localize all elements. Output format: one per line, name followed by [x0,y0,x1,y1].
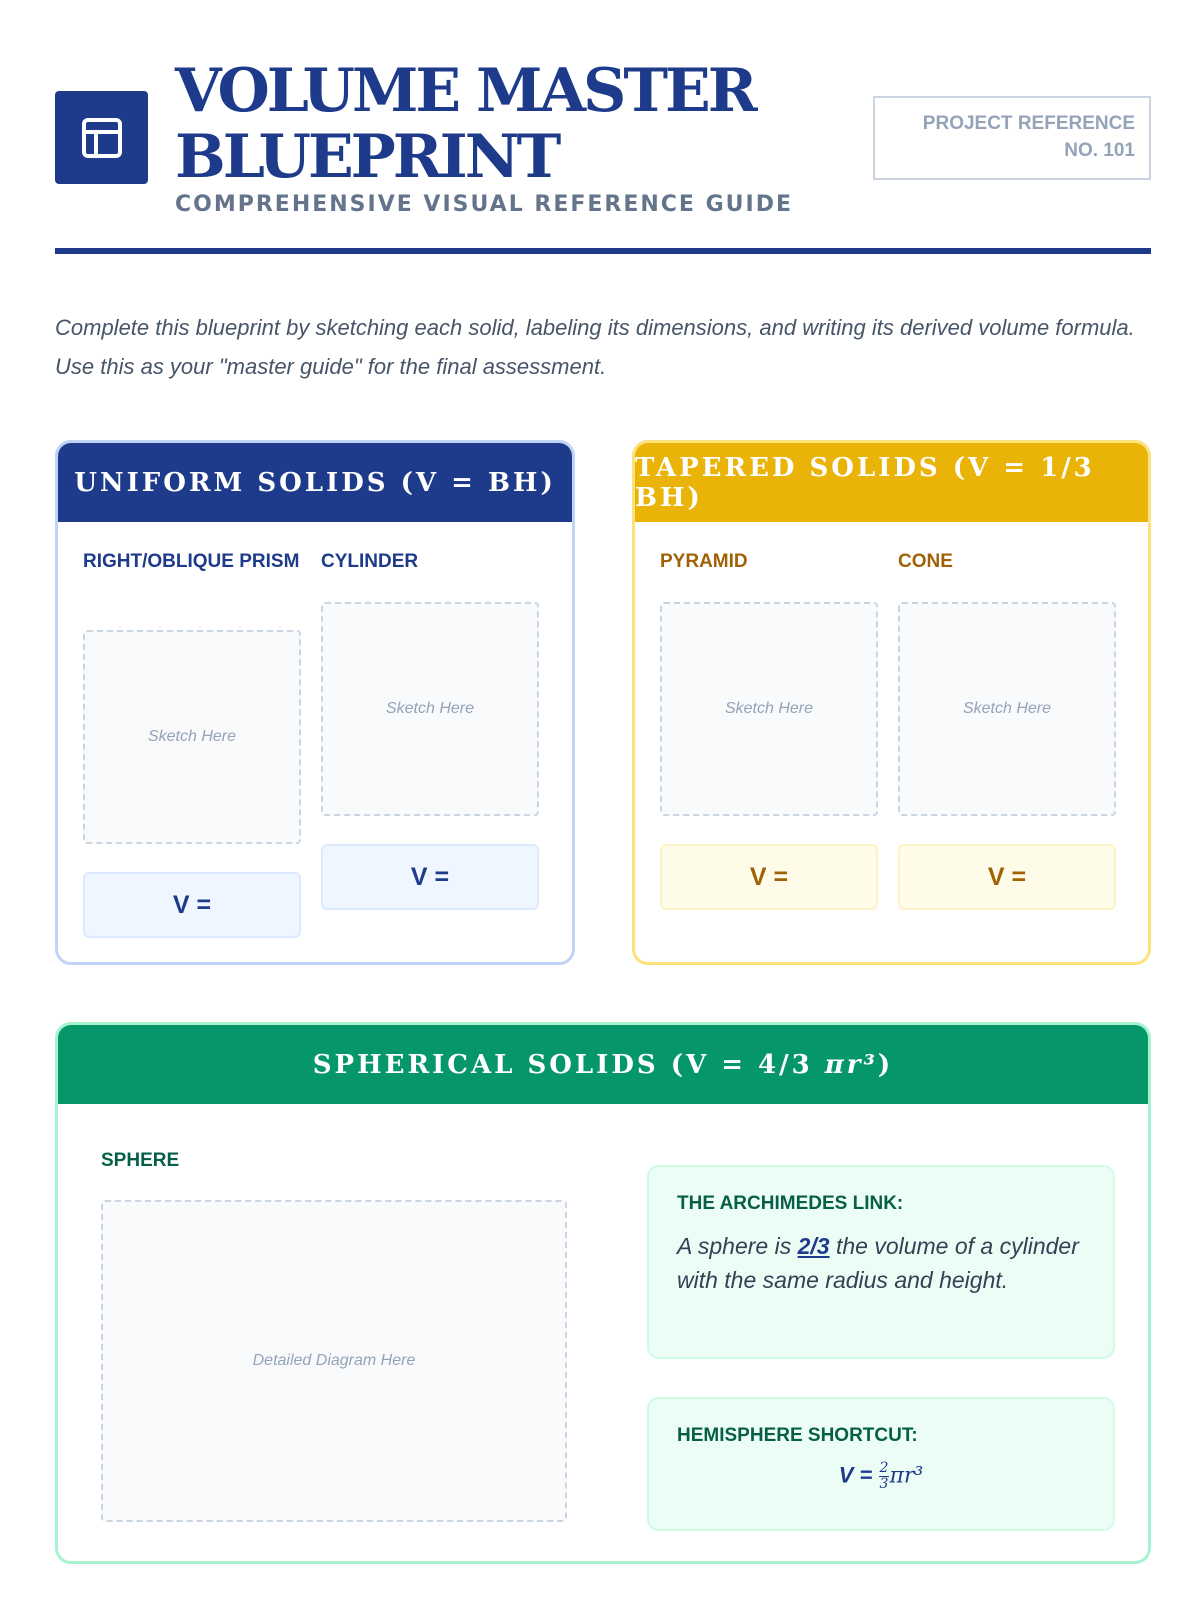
layout-icon [78,114,126,162]
archimedes-text [677,1229,1085,1297]
reference-label: PROJECT REFERENCE [922,113,1135,134]
archimedes-fraction: 2/3 [797,1233,830,1259]
prism-label: RIGHT/OBLIQUE PRISM [83,551,300,572]
uniform-solids-title: UNIFORM SOLIDS (V = BH) [58,443,572,522]
cylinder-column [321,548,539,910]
spherical-title-text: SPHERICAL SOLIDS (V = 4/3 [312,1049,825,1080]
header [55,58,1151,258]
prism-volume-field[interactable]: V = [83,872,301,938]
tapered-solids-title: TAPERED SOLIDS (V = 1/3 BH) [635,443,1148,522]
fraction-numerator: 2 [879,1460,889,1476]
hemisphere-formula-lhs: V = [838,1462,879,1488]
hemisphere-title: HEMISPHERE SHORTCUT: [677,1425,918,1446]
page-subtitle: COMPREHENSIVE VISUAL REFERENCE GUIDE [175,192,794,217]
pyramid-column [660,548,878,910]
pyramid-sketch-area[interactable]: Sketch Here [660,602,878,816]
cone-column [898,548,1116,910]
cylinder-sketch-area[interactable]: Sketch Here [321,602,539,816]
spherical-title-close: ) [877,1049,894,1080]
cylinder-label: CYLINDER [321,551,419,572]
cylinder-volume-field[interactable]: V = [321,844,539,910]
sphere-label: SPHERE [101,1150,180,1171]
uniform-solids-card [55,440,575,965]
sphere-sketch-area[interactable]: Detailed Diagram Here [101,1200,567,1522]
pyramid-volume-field[interactable]: V = [660,844,878,910]
hemisphere-note [647,1397,1115,1531]
archimedes-note [647,1165,1115,1359]
cone-volume-field[interactable]: V = [898,844,1116,910]
archimedes-title: THE ARCHIMEDES LINK: [677,1193,904,1214]
spherical-title-math: πr³ [824,1049,878,1080]
archimedes-text-start: A sphere is [677,1233,798,1259]
pyramid-label: PYRAMID [660,551,748,572]
cone-label: CONE [898,551,953,572]
header-divider [55,248,1151,254]
spherical-solids-title [58,1025,1148,1104]
hemisphere-fraction [879,1461,890,1492]
project-reference [873,96,1151,180]
hemisphere-formula-rhs: πr³ [889,1463,924,1489]
hemisphere-formula [677,1461,1085,1492]
archimedes-text-end: the volume of a cylinder with the same radius and height. [677,1233,1086,1293]
prism-column [83,548,301,938]
fraction-denominator: 3 [879,1476,889,1492]
spherical-solids-card [55,1022,1151,1564]
tapered-solids-card [632,440,1151,965]
title-block [175,58,793,217]
prism-sketch-area[interactable]: Sketch Here [83,630,301,844]
instructions: Complete this blueprint by sketching each solid, labeling its dimensions, and writing its derived volume formula. Use this as your "master guide" for the final assessment. [55,315,1135,379]
reference-number: NO. 101 [1064,140,1135,161]
page-title: VOLUME MASTER BLUEPRINT [175,56,755,192]
blueprint-logo [55,91,148,184]
cone-sketch-area[interactable]: Sketch Here [898,602,1116,816]
